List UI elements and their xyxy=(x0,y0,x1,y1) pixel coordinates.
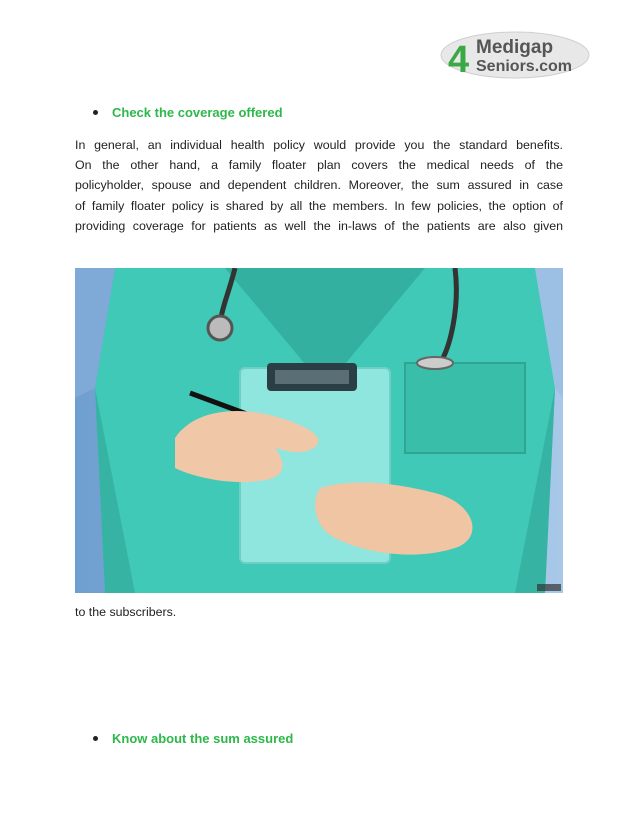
paragraph-line: of family floater policy is shared by all the members. In few policies, the option of xyxy=(75,198,563,213)
logo-digit: 4 xyxy=(448,39,470,80)
paragraph-line: In general, an individual health policy would provide you the standard benefits. xyxy=(75,138,563,152)
logo-line2: Seniors.com xyxy=(476,58,573,75)
medigap4seniors-logo xyxy=(440,30,590,80)
paragraph-line: providing coverage for patients as well the in-laws of the patients are also given xyxy=(75,218,563,233)
logo-line1: Medigap xyxy=(476,37,554,58)
logo-graphic xyxy=(440,30,590,80)
bullet-heading-know-sum-assured: Know about the sum assured xyxy=(112,731,294,746)
paragraph-line: policyholder, spouse and dependent children. Moreover, the sum assured in case xyxy=(75,178,563,193)
bullet-know-sum-assured xyxy=(93,731,293,746)
bullet-dot xyxy=(93,736,98,741)
photo-illustration xyxy=(75,268,563,593)
paragraph-line: On the other hand, a family floater plan covers the medical needs of the xyxy=(75,158,563,173)
coverage-paragraph xyxy=(75,135,563,236)
bullet-check-coverage xyxy=(93,105,283,120)
bullet-dot xyxy=(93,110,98,115)
doctor-clipboard-photo xyxy=(75,268,563,593)
paragraph-continuation: to the subscribers. xyxy=(75,605,177,619)
bullet-heading-check-coverage: Check the coverage offered xyxy=(112,105,283,120)
